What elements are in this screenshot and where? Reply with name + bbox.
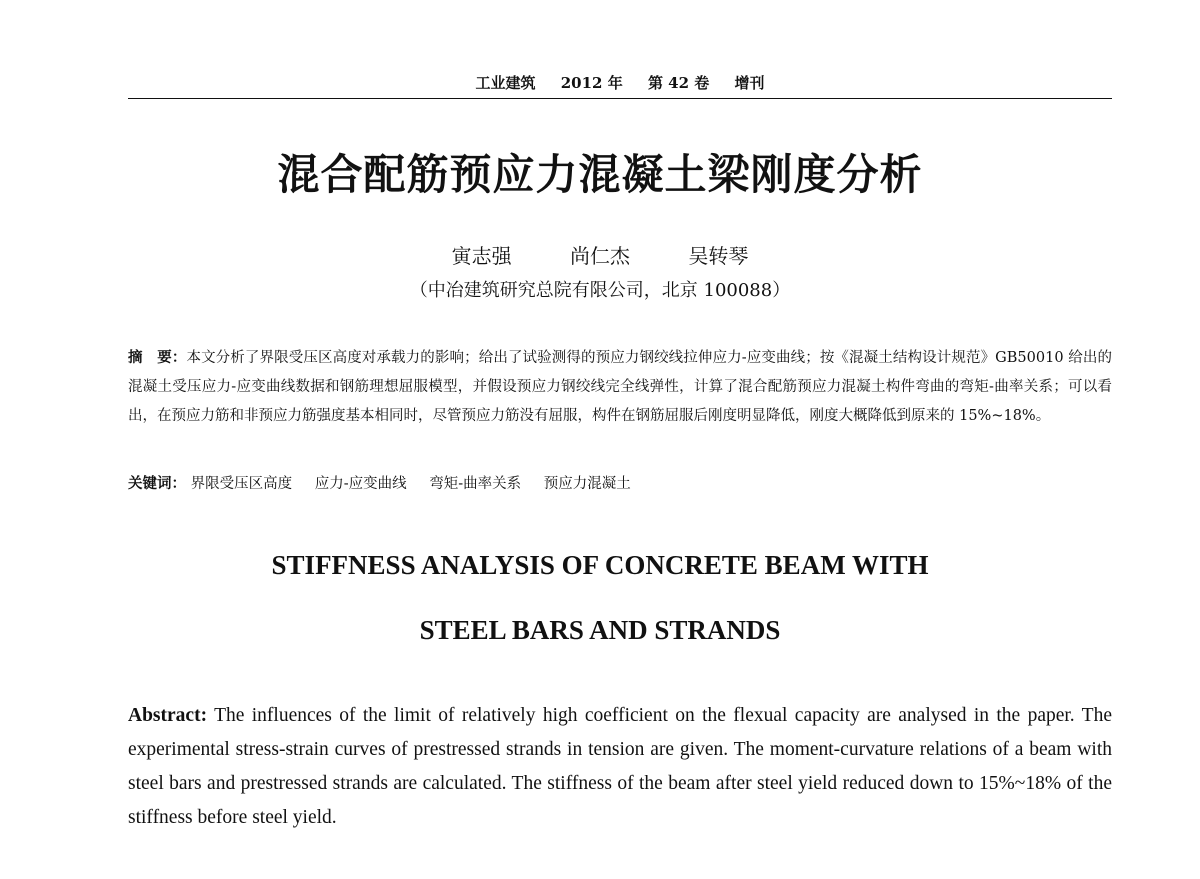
- author-2: 尚仁杰: [570, 244, 630, 268]
- english-abstract-text: The influences of the limit of relatively high coefficient on the flexual capacity are analysed in the paper. The experimental stress-strain curves of prestressed strands in tension are given. The moment-curvature relations of a beam with steel bars and prestressed strands are calculated. The stiffness of the beam after steel yield reduced down to 15%~18% of the stiffness before steel yield.: [128, 705, 1112, 828]
- keyword-3: 弯矩-曲率关系: [429, 476, 522, 492]
- author-3: 吴转琴: [688, 244, 749, 268]
- english-title-line-1: STIFFNESS ANALYSIS OF CONCRETE BEAM WITH: [271, 550, 929, 580]
- chinese-abstract-text: 本文分析了界限受压区高度对承载力的影响；给出了试验测得的预应力钢绞线拉伸应力-应变曲线；按《混凝土结构设计规范》GB50010 给出的混凝土受压应力-应变曲线数据和钢筋理想屈服模型，并假设预应力钢绞线完全线弹性，计算了混合配筋预应力混凝土构件弯曲的弯矩-曲率关系；可以看出，在预应力筋和非预应力筋强度基本相同时，尽管预应力筋没有屈服，构件在钢筋屈服后刚度明显降低，刚度大概降低到原来的 15%~18%。: [128, 350, 1112, 424]
- keyword-2: 应力-应变曲线: [314, 476, 407, 492]
- chinese-affiliation: （中冶建筑研究总院有限公司，北京 100088）: [409, 280, 791, 301]
- journal-issue: 增刊: [734, 74, 765, 92]
- running-header: [128, 68, 1112, 99]
- chinese-keywords-label: 关键词：: [128, 475, 186, 492]
- author-1: 寅志强: [451, 244, 512, 268]
- chinese-title: 混合配筋预应力混凝土梁刚度分析: [277, 150, 923, 199]
- keyword-4: 预应力混凝土: [543, 476, 631, 492]
- journal-volume: 第 42 卷: [647, 74, 710, 92]
- english-title-line-2: STEEL BARS AND STRANDS: [419, 615, 781, 645]
- chinese-keywords: [128, 471, 1112, 497]
- keyword-1: 界限受压区高度: [190, 476, 293, 492]
- journal-year: 2012 年: [560, 74, 623, 92]
- english-abstract-label: Abstract:: [128, 705, 208, 726]
- chinese-authors: [0, 240, 1200, 269]
- chinese-abstract-label: 摘 要：: [128, 349, 187, 366]
- journal-name: 工业建筑: [475, 74, 536, 92]
- chinese-abstract: [128, 343, 1112, 431]
- english-abstract: [128, 699, 1112, 835]
